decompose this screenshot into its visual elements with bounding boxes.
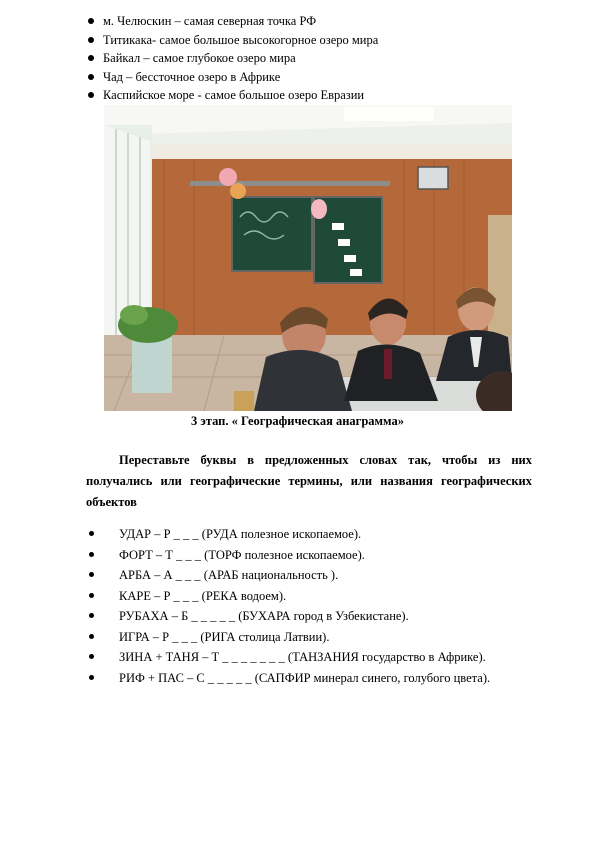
task-text: ИГРА – Р _ _ _ (РИГА столица Латвии).: [119, 629, 330, 644]
fact-text: м. Челюскин – самая северная точка РФ: [103, 14, 317, 28]
plant-leaves: [120, 305, 148, 325]
wall-top-band: [144, 145, 512, 159]
bullet-icon: [88, 55, 94, 61]
facts-list: [86, 12, 546, 105]
wall-picture: [418, 167, 448, 189]
task-item: [86, 586, 532, 607]
chalkboard-left: [232, 197, 312, 271]
task-item: [86, 647, 532, 668]
stage-caption: 3 этап. « Географическая анаграмма»: [191, 414, 404, 428]
task-item: [86, 545, 532, 566]
classroom-photo-illustration: [104, 105, 512, 411]
chair: [234, 391, 254, 411]
board-slip: [344, 255, 356, 262]
fact-text: Байкал – самое глубокое озеро мира: [103, 51, 296, 65]
task-text: КАРЕ – Р _ _ _ (РЕКА водоем).: [119, 588, 287, 603]
task-text: УДАР – Р _ _ _ (РУДА полезное ископаемое).: [119, 527, 362, 541]
door: [488, 215, 512, 345]
fact-text: Каспийское море - самое большое озеро Евразии: [103, 88, 365, 102]
bullet-icon: [89, 593, 94, 598]
fact-text: Титикака- самое большое высокогорное озеро мира: [103, 32, 379, 47]
task-item: [86, 606, 532, 627]
fact-item: [86, 68, 546, 87]
fact-item: [86, 86, 546, 105]
bullet-icon: [88, 92, 94, 98]
task-item: [86, 668, 532, 689]
fact-item: [86, 49, 546, 68]
bullet-icon: [89, 552, 94, 557]
bullet-icon: [89, 613, 94, 618]
task-item: [86, 627, 532, 648]
board-slip: [338, 239, 350, 246]
balloon-orange: [230, 183, 246, 199]
bullet-icon: [89, 634, 94, 639]
board-rail: [190, 181, 390, 186]
fact-item: [86, 31, 546, 50]
fact-item: [86, 12, 546, 31]
task-text: ЗИНА + ТАНЯ – Т _ _ _ _ _ _ _ (ТАНЗАНИЯ государство в Африке).: [119, 650, 486, 664]
board-slip: [350, 269, 362, 276]
task-text: АРБА – А _ _ _ (АРАБ национальность ).: [119, 568, 339, 582]
task-item: [86, 524, 532, 545]
task-text: РУБАХА – Б _ _ _ _ _ (БУХАРА город в Узбекистане).: [119, 609, 409, 623]
instruction-paragraph: Переставьте буквы в предложенных словах так, чтобы из них получались или географические термины, или названия географических объектов: [86, 453, 532, 509]
task-item: [86, 565, 532, 586]
bullet-icon: [88, 74, 94, 80]
fact-text: Чад – бессточное озеро в Африке: [103, 69, 281, 84]
board-slip: [332, 223, 344, 230]
plant-stand: [132, 337, 172, 393]
task-text: РИФ + ПАС – С _ _ _ _ _ (САПФИР минерал синего, голубого цвета).: [119, 670, 491, 685]
bullet-icon: [89, 531, 94, 536]
bullet-icon: [89, 572, 94, 577]
bullet-icon: [88, 37, 94, 43]
bullet-icon: [89, 675, 94, 680]
anagram-task-list: [86, 524, 532, 688]
ceiling-lamp: [344, 107, 434, 121]
balloon-pink: [311, 199, 327, 219]
balloon-pink: [219, 168, 237, 186]
classroom-photo: [104, 105, 512, 411]
bullet-icon: [89, 654, 94, 659]
bullet-icon: [88, 18, 94, 24]
task-text: ФОРТ – Т _ _ _ (ТОРФ полезное ископаемое).: [119, 547, 365, 562]
